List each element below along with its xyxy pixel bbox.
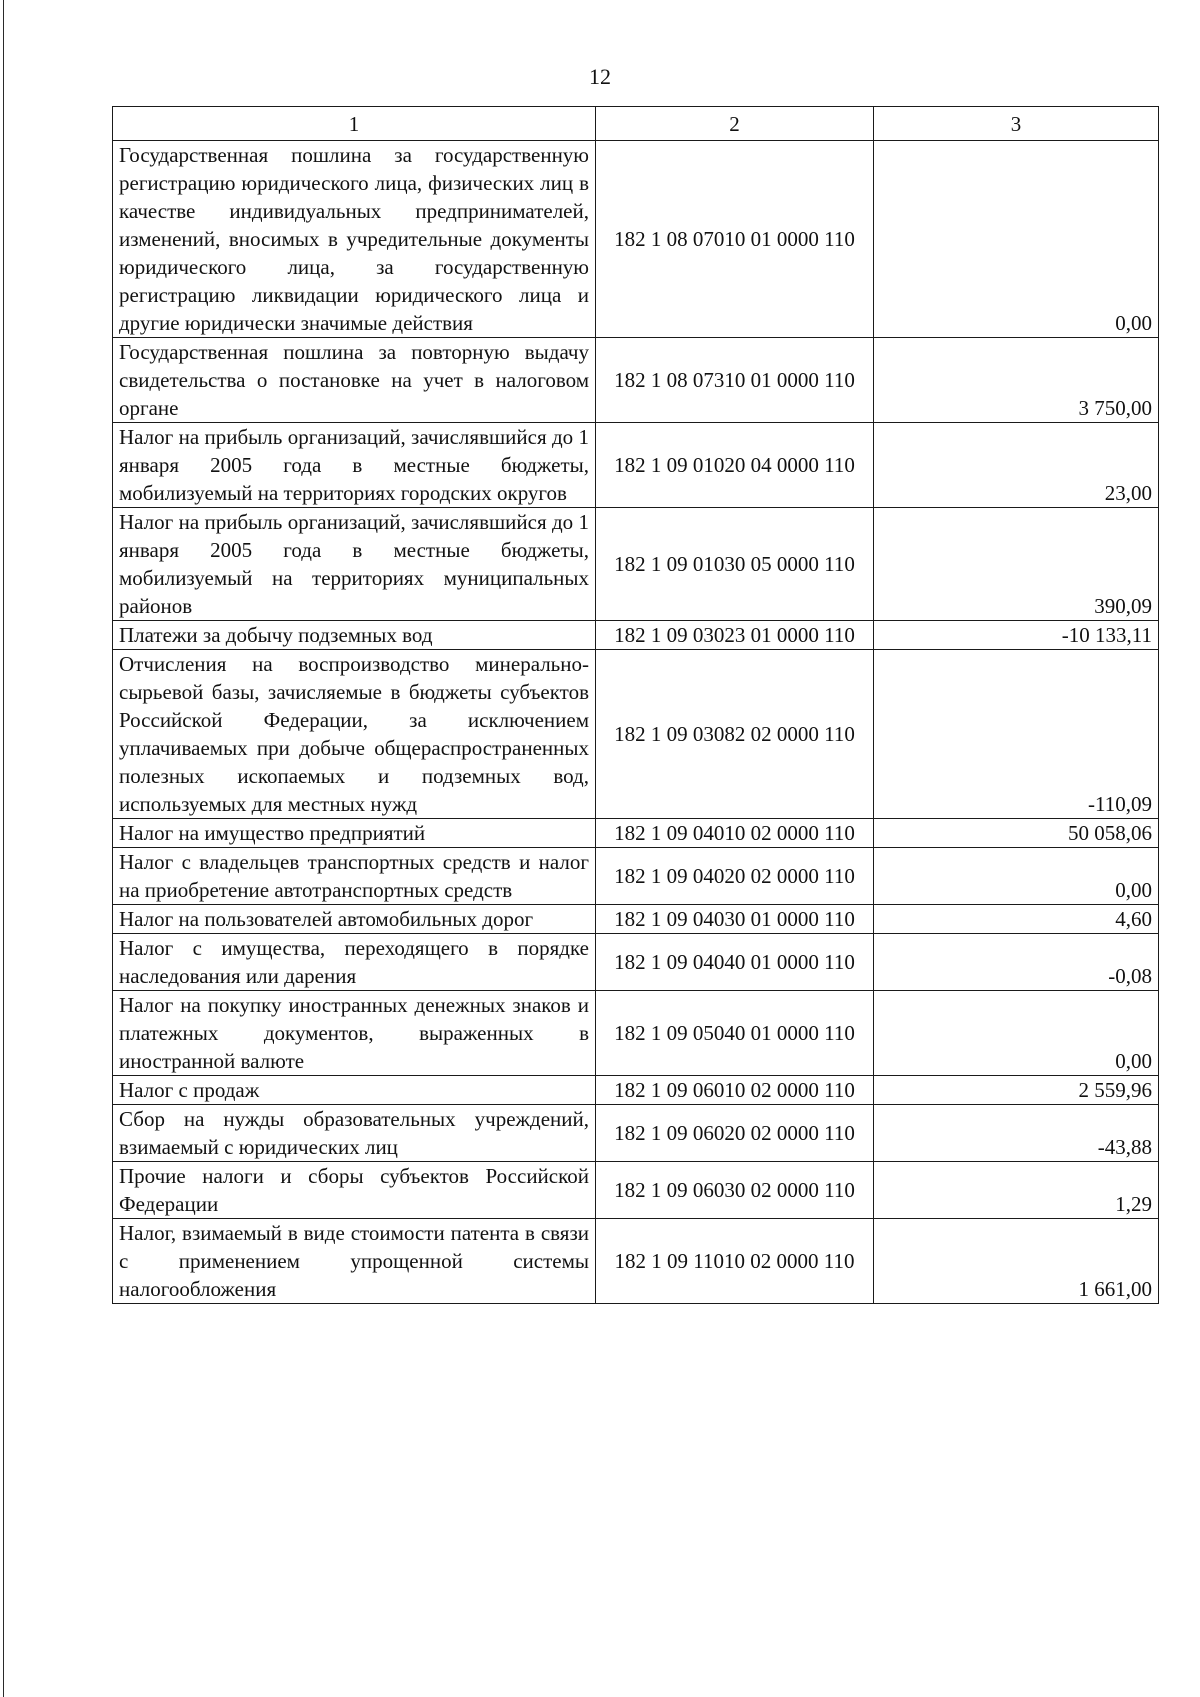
table-row	[113, 848, 1159, 905]
page-edge-line	[3, 0, 4, 1697]
row-code: 182 1 09 11010 02 0000 110	[596, 1219, 874, 1304]
row-amount: 50 058,06	[874, 819, 1159, 848]
row-code: 182 1 08 07310 01 0000 110	[596, 338, 874, 423]
row-name: Государственная пошлина за государственную регистрацию юридического лица, физических лиц в качестве индивидуальных предпринимателей, изменений, вносимых в учредительные документы юридического лица, за государственную регистрацию ликвидации юридического лица и другие юридически значимые действия	[113, 141, 596, 338]
table-row	[113, 650, 1159, 819]
row-name: Налог с имущества, переходящего в порядке наследования или дарения	[113, 934, 596, 991]
row-name: Налог, взимаемый в виде стоимости патента в связи с применением упрощенной системы налогообложения	[113, 1219, 596, 1304]
table-row	[113, 1219, 1159, 1304]
page-number: 12	[589, 64, 611, 89]
row-amount: 3 750,00	[874, 338, 1159, 423]
row-name: Прочие налоги и сборы субъектов Российской Федерации	[113, 1162, 596, 1219]
row-code: 182 1 09 03082 02 0000 110	[596, 650, 874, 819]
row-amount: 23,00	[874, 423, 1159, 508]
row-amount: -43,88	[874, 1105, 1159, 1162]
table-row	[113, 508, 1159, 621]
table-row	[113, 141, 1159, 338]
table-row	[113, 934, 1159, 991]
table-row	[113, 1162, 1159, 1219]
row-amount: 0,00	[874, 848, 1159, 905]
row-name: Налог на прибыль организаций, зачислявшийся до 1 января 2005 года в местные бюджеты, мобилизуемый на территориях городских округов	[113, 423, 596, 508]
row-code: 182 1 09 04010 02 0000 110	[596, 819, 874, 848]
table-row	[113, 819, 1159, 848]
row-amount: -0,08	[874, 934, 1159, 991]
row-amount: -10 133,11	[874, 621, 1159, 650]
row-name: Налог с владельцев транспортных средств и налог на приобретение автотранспортных средств	[113, 848, 596, 905]
row-code: 182 1 09 06030 02 0000 110	[596, 1162, 874, 1219]
row-code: 182 1 09 01020 04 0000 110	[596, 423, 874, 508]
row-amount: 1 661,00	[874, 1219, 1159, 1304]
row-code: 182 1 09 06020 02 0000 110	[596, 1105, 874, 1162]
row-amount: 2 559,96	[874, 1076, 1159, 1105]
row-code: 182 1 09 01030 05 0000 110	[596, 508, 874, 621]
row-name: Платежи за добычу подземных вод	[113, 621, 596, 650]
row-code: 182 1 08 07010 01 0000 110	[596, 141, 874, 338]
row-name: Отчисления на воспроизводство минерально-сырьевой базы, зачисляемые в бюджеты субъектов Российской Федерации, за исключением уплачиваемых при добыче общераспространенных полезных ископаемых и подземных вод, используемых для местных нужд	[113, 650, 596, 819]
row-amount: 390,09	[874, 508, 1159, 621]
row-amount: 0,00	[874, 141, 1159, 338]
table-row	[113, 1076, 1159, 1105]
table-row	[113, 338, 1159, 423]
table-row	[113, 905, 1159, 934]
row-code: 182 1 09 06010 02 0000 110	[596, 1076, 874, 1105]
column-header-1: 1	[113, 107, 596, 141]
table-row	[113, 423, 1159, 508]
row-amount: 0,00	[874, 991, 1159, 1076]
row-name: Налог на пользователей автомобильных дорог	[113, 905, 596, 934]
row-name: Государственная пошлина за повторную выдачу свидетельства о постановке на учет в налоговом органе	[113, 338, 596, 423]
row-name: Налог на имущество предприятий	[113, 819, 596, 848]
row-name: Налог на покупку иностранных денежных знаков и платежных документов, выраженных в иностранной валюте	[113, 991, 596, 1076]
row-code: 182 1 09 04030 01 0000 110	[596, 905, 874, 934]
row-name: Налог с продаж	[113, 1076, 596, 1105]
row-name: Налог на прибыль организаций, зачислявшийся до 1 января 2005 года в местные бюджеты, мобилизуемый на территориях муниципальных районов	[113, 508, 596, 621]
row-code: 182 1 09 04020 02 0000 110	[596, 848, 874, 905]
row-code: 182 1 09 05040 01 0000 110	[596, 991, 874, 1076]
table-row	[113, 621, 1159, 650]
table-row	[113, 991, 1159, 1076]
column-header-3: 3	[874, 107, 1159, 141]
table-row	[113, 1105, 1159, 1162]
budget-revenue-table	[112, 106, 1159, 1304]
row-code: 182 1 09 04040 01 0000 110	[596, 934, 874, 991]
table-header-row	[113, 107, 1159, 141]
row-name: Сбор на нужды образовательных учреждений, взимаемый с юридических лиц	[113, 1105, 596, 1162]
column-header-2: 2	[596, 107, 874, 141]
row-amount: 1,29	[874, 1162, 1159, 1219]
row-amount: -110,09	[874, 650, 1159, 819]
row-amount: 4,60	[874, 905, 1159, 934]
row-code: 182 1 09 03023 01 0000 110	[596, 621, 874, 650]
